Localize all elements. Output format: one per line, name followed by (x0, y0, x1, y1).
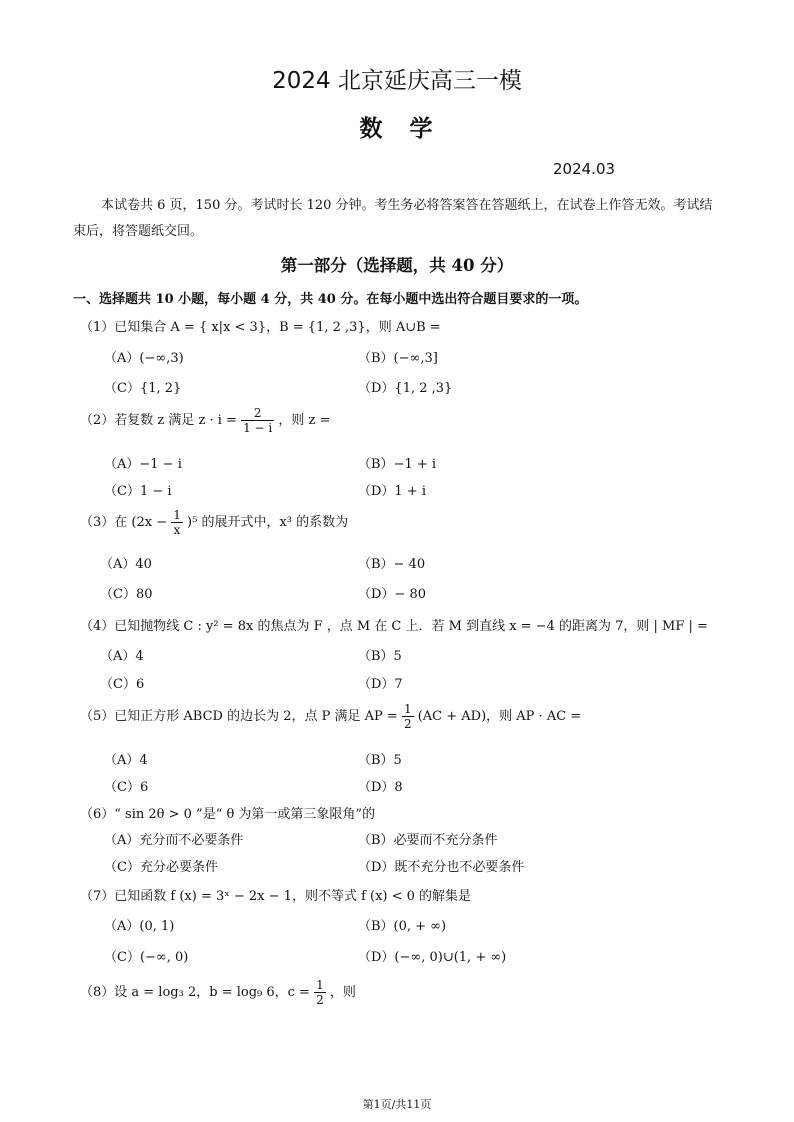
question-5-stem-suffix: (AC + AD)，则 AP · AC = (417, 709, 582, 724)
question-4-option-d: （D）7 (358, 677, 403, 692)
question-6-option-b: （B）必要而不充分条件 (358, 833, 498, 848)
question-5-option-b: （B）5 (358, 753, 402, 768)
question-3-stem-suffix: )⁵ 的展开式中，x³ 的系数为 (187, 515, 349, 530)
question-1-option-c: （C）{1, 2} (104, 381, 182, 396)
question-2-stem-suffix: ，则 z = (278, 413, 331, 428)
question-2-option-d: （D）1 + i (358, 484, 427, 499)
question-2-stem-prefix: （2）若复数 z 满足 z · i = (80, 413, 237, 428)
question-5-fraction (402, 702, 414, 731)
question-1-option-b: （B）(−∞,3] (358, 351, 438, 366)
fraction-denominator: 1 − i (243, 421, 273, 435)
fraction-denominator: 2 (403, 717, 412, 731)
question-4-option-b: （B）5 (358, 649, 402, 664)
fraction-denominator: 2 (316, 993, 324, 1007)
fraction-numerator: 1 (316, 978, 324, 992)
question-7-option-c: （C）(−∞, 0) (104, 950, 189, 965)
question-8-stem-prefix: （8）设 a = log₃ 2，b = log₉ 6，c = (80, 985, 310, 1000)
question-5-option-a: （A）4 (104, 753, 148, 768)
question-6-option-d: （D）既不充分也不必要条件 (358, 860, 525, 875)
fraction-denominator: x (173, 523, 181, 537)
question-7-stem: （7）已知函数 f (x) = 3ˣ − 2x − 1，则不等式 f (x) < 0 的解集是 (80, 889, 472, 904)
question-1-option-a: （A）(−∞,3) (104, 351, 184, 366)
question-1-stem: （1）已知集合 A = { x|x < 3}，B = {1, 2 ,3}，则 A∪B = (80, 320, 441, 335)
fraction-numerator: 2 (241, 406, 274, 421)
page-footer: 第1页/共11页 (362, 1098, 432, 1111)
question-3-stem (80, 508, 348, 537)
question-3-option-b: （B）− 40 (358, 557, 426, 572)
subject-title: 数 学 (359, 116, 435, 142)
question-3-fraction (171, 508, 183, 537)
exam-instructions: 本试卷共 6 页，150 分。考试时长 120 分钟。考生务必将答案答在答题纸上，在试卷上作答无效。考试结束后，将答题纸交回。 (73, 198, 713, 239)
question-2-option-a: （A）−1 − i (104, 457, 182, 472)
question-6-option-c: （C）充分必要条件 (104, 860, 218, 875)
question-7-option-b: （B）(0, + ∞) (358, 919, 447, 934)
question-5-stem (80, 702, 581, 731)
question-1-option-d: （D）{1, 2 ,3} (358, 381, 453, 396)
question-4-stem: （4）已知抛物线 C : y² = 8x 的焦点为 F ，点 M 在 C 上．若 M 到直线 x = −4 的距离为 7，则 | MF | = (80, 619, 708, 634)
question-2-fraction (241, 406, 274, 435)
question-5-option-c: （C）6 (104, 780, 149, 795)
fraction-numerator: 1 (173, 508, 181, 522)
part-title: 第一部分（选择题，共 40 分） (280, 256, 514, 275)
question-5-stem-prefix: （5）已知正方形 ABCD 的边长为 2，点 P 满足 AP = (80, 709, 398, 724)
question-3-stem-prefix: （3）在 (2x − (80, 515, 168, 530)
question-5-option-d: （D）8 (358, 780, 403, 795)
section-instruction: 一、选择题共 10 小题，每小题 4 分，共 40 分。在每小题中选出符合题目要求的一项。 (73, 292, 588, 307)
question-8-stem (80, 978, 356, 1007)
question-3-option-c: （C）80 (100, 587, 153, 602)
question-7-option-d: （D）(−∞, 0)∪(1, + ∞) (358, 950, 507, 965)
question-2-stem (80, 406, 330, 435)
question-2-option-c: （C）1 − i (104, 484, 172, 499)
question-8-stem-suffix: ，则 (329, 985, 356, 1000)
question-8-fraction (314, 978, 326, 1007)
question-7-option-a: （A）(0, 1) (104, 919, 175, 934)
question-4-option-c: （C）6 (100, 677, 145, 692)
question-2-option-b: （B）−1 + i (358, 457, 437, 472)
question-3-option-d: （D）− 80 (358, 587, 426, 602)
question-6-stem: （6）“ sin 2θ > 0 ”是“ θ 为第一或第三象限角”的 (80, 807, 376, 822)
exam-date: 2024.03 (553, 160, 616, 178)
exam-title: 2024 北京延庆高三一模 (272, 68, 522, 94)
question-3-option-a: （A）40 (100, 557, 152, 572)
question-6-option-a: （A）充分而不必要条件 (104, 833, 244, 848)
question-4-option-a: （A）4 (100, 649, 144, 664)
fraction-numerator: 1 (403, 702, 412, 716)
